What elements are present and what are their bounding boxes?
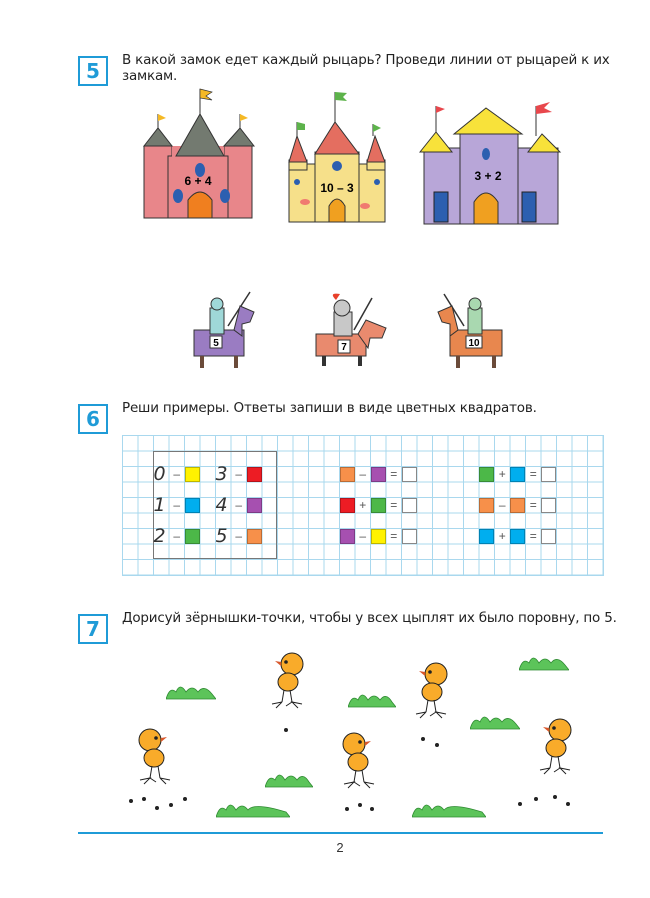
castle-pink <box>140 84 255 224</box>
operator: + <box>498 528 506 543</box>
operator: – <box>498 497 506 512</box>
legend-digit: 3 <box>215 463 228 485</box>
castle-pink-label: 6 + 4 <box>184 174 212 188</box>
knight-pink-horse <box>308 290 390 370</box>
grain-dot <box>169 803 173 807</box>
task-6-instruction: Реши примеры. Ответы запиши в виде цветных квадратов. <box>122 400 537 416</box>
grass-tuft <box>216 800 290 818</box>
answer-box[interactable] <box>541 498 556 513</box>
grain-dot <box>358 803 362 807</box>
operand-yellow <box>371 529 386 544</box>
grain-dot <box>553 795 557 799</box>
grass-tuft <box>412 800 486 818</box>
task-number-6: 6 <box>78 404 108 434</box>
knight-label-5: 5 <box>213 338 219 349</box>
grain-dot <box>345 807 349 811</box>
equals-sign: = <box>390 466 398 481</box>
grass-tuft <box>519 653 569 671</box>
answer-box[interactable] <box>402 498 417 513</box>
castle-yellow <box>285 84 390 224</box>
legend-digit: 4 <box>215 494 228 516</box>
chick <box>336 730 384 790</box>
knight-label-10: 10 <box>468 338 480 349</box>
grass-tuft <box>470 712 520 730</box>
grass-tuft <box>265 770 313 788</box>
operand-green <box>479 467 494 482</box>
task-number-5: 5 <box>78 56 108 86</box>
chick <box>530 716 578 776</box>
answer-box[interactable] <box>541 529 556 544</box>
operand-orange <box>340 467 355 482</box>
grain-dot <box>129 799 133 803</box>
operator: – <box>359 528 367 543</box>
grain-dot <box>566 802 570 806</box>
grass-tuft <box>348 690 396 708</box>
grain-dot <box>518 802 522 806</box>
task-7-instruction: Дорисуй зёрнышки-точки, чтобы у всех цыплят их было поровну, по 5. <box>122 610 617 626</box>
equals-sign: = <box>529 528 537 543</box>
chick <box>406 660 454 720</box>
grass-tuft <box>166 682 216 700</box>
grain-dot <box>421 737 425 741</box>
grain-dot <box>435 743 439 747</box>
page-number: 2 <box>336 840 344 855</box>
equals-sign: = <box>529 497 537 512</box>
grain-dot <box>155 806 159 810</box>
operand-purple <box>340 529 355 544</box>
answer-box[interactable] <box>541 467 556 482</box>
grain-dot <box>370 807 374 811</box>
legend-dash: – <box>173 466 181 481</box>
operand-orange <box>510 498 525 513</box>
operator: + <box>498 466 506 481</box>
legend-digit: 2 <box>153 525 166 547</box>
operand-blue <box>479 529 494 544</box>
chick <box>262 650 310 710</box>
equals-sign: = <box>390 497 398 512</box>
operand-blue <box>510 529 525 544</box>
grain-dot <box>284 728 288 732</box>
operator: + <box>359 497 367 512</box>
castle-yellow-label: 10 – 3 <box>320 181 354 195</box>
legend-dash: – <box>235 466 243 481</box>
legend-digit: 1 <box>153 494 166 516</box>
answer-box[interactable] <box>402 529 417 544</box>
operand-green <box>371 498 386 513</box>
grain-dot <box>183 797 187 801</box>
legend-color-red <box>247 467 262 482</box>
legend-digit: 5 <box>215 525 228 547</box>
knight-orange-horse <box>434 286 506 372</box>
legend-color-green <box>185 529 200 544</box>
legend-dash: – <box>235 497 243 512</box>
equals-sign: = <box>529 466 537 481</box>
chick <box>132 726 180 786</box>
legend-dash: – <box>235 528 243 543</box>
legend-dash: – <box>173 528 181 543</box>
grain-dot <box>142 797 146 801</box>
answer-box[interactable] <box>402 467 417 482</box>
task-5-instruction: В какой замок едет каждый рыцарь? Проведи линии от рыцарей к их замкам. <box>122 52 610 84</box>
footer-divider <box>78 832 603 834</box>
legend-color-blue <box>185 498 200 513</box>
grain-dot <box>534 797 538 801</box>
legend-digit: 0 <box>153 463 166 485</box>
operand-blue <box>510 467 525 482</box>
operand-purple <box>371 467 386 482</box>
legend-color-purple <box>247 498 262 513</box>
operand-red <box>340 498 355 513</box>
squared-grid <box>122 435 604 576</box>
knight-label-7: 7 <box>341 342 347 353</box>
castle-purple <box>418 96 563 226</box>
task-number-7: 7 <box>78 614 108 644</box>
knight-purple-horse <box>188 286 260 372</box>
operator: – <box>359 466 367 481</box>
legend-color-orange <box>247 529 262 544</box>
operand-orange <box>479 498 494 513</box>
legend-dash: – <box>173 497 181 512</box>
legend-color-yellow <box>185 467 200 482</box>
castle-purple-label: 3 + 2 <box>474 169 502 183</box>
equals-sign: = <box>390 528 398 543</box>
